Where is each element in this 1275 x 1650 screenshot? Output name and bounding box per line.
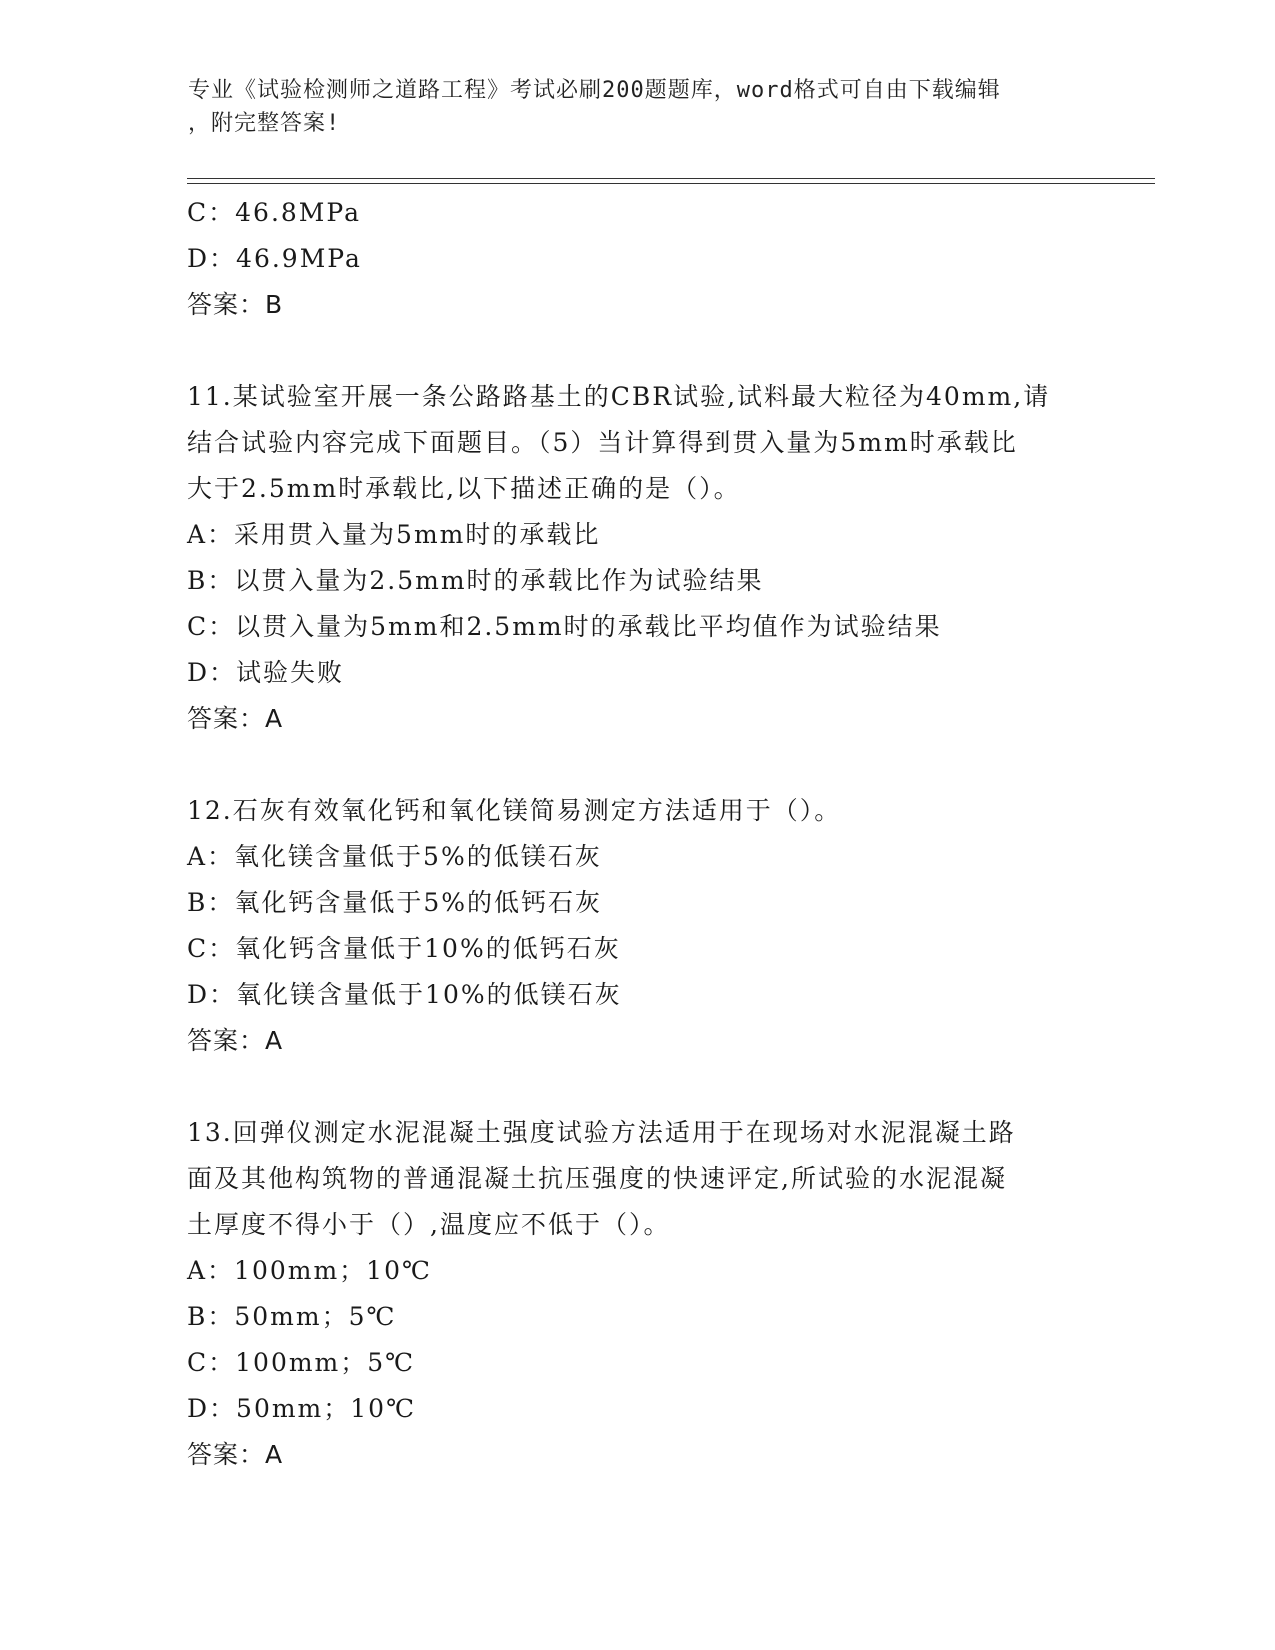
answer-line: 答案：B: [187, 290, 284, 319]
option-a: A：氧化镁含量低于5%的低镁石灰: [187, 842, 602, 871]
question-12: [187, 788, 1087, 1064]
option-d: D：氧化镁含量低于10%的低镁石灰: [187, 980, 622, 1009]
option-b: B：以贯入量为2.5mm时的承载比作为试验结果: [187, 566, 764, 595]
answer-line: 答案：A: [187, 1440, 284, 1469]
option-c: C：46.8MPa: [187, 198, 361, 227]
question-stem-line: 大于2.5mm时承载比,以下描述正确的是（）。: [187, 474, 741, 503]
spacer: [187, 742, 1087, 788]
question-11: [187, 374, 1087, 742]
answer-line: 答案：A: [187, 704, 284, 733]
question-stem-line: 土厚度不得小于（）,温度应不低于（）。: [187, 1210, 671, 1239]
question-stem-line: 12.石灰有效氧化钙和氧化镁简易测定方法适用于（）。: [187, 796, 842, 825]
document-body: [187, 190, 1087, 1478]
option-c: C：以贯入量为5mm和2.5mm时的承载比平均值作为试验结果: [187, 612, 942, 641]
option-c: C：100mm；5℃: [187, 1348, 416, 1377]
document-header: [188, 74, 1068, 140]
option-a: A：100mm；10℃: [187, 1256, 432, 1285]
question-13: [187, 1110, 1087, 1478]
spacer: [187, 1064, 1087, 1110]
option-c: C：氧化钙含量低于10%的低钙石灰: [187, 934, 621, 963]
header-title-line-1: 专业《试验检测师之道路工程》考试必刷200题题库，word格式可自由下载编辑: [188, 78, 1001, 103]
header-divider: [187, 178, 1155, 184]
option-d: D：50mm；10℃: [187, 1394, 417, 1423]
option-d: D：试验失败: [187, 658, 345, 687]
option-b: B：50mm；5℃: [187, 1302, 397, 1331]
question-stem-line: 11.某试验室开展一条公路路基土的CBR试验,试料最大粒径为40mm,请: [187, 382, 1051, 411]
header-title-line-2: ，附完整答案!: [188, 111, 341, 136]
previous-question-tail: [187, 190, 1087, 328]
question-stem-line: 13.回弹仪测定水泥混凝土强度试验方法适用于在现场对水泥混凝土路: [187, 1118, 1016, 1147]
option-b: B：氧化钙含量低于5%的低钙石灰: [187, 888, 603, 917]
option-a: A：采用贯入量为5mm时的承载比: [187, 520, 601, 549]
option-d: D：46.9MPa: [187, 244, 362, 273]
answer-line: 答案：A: [187, 1026, 284, 1055]
spacer: [187, 328, 1087, 374]
question-stem-line: 结合试验内容完成下面题目。（5）当计算得到贯入量为5mm时承载比: [187, 428, 1018, 457]
question-stem-line: 面及其他构筑物的普通混凝土抗压强度的快速评定,所试验的水泥混凝: [187, 1164, 1007, 1193]
